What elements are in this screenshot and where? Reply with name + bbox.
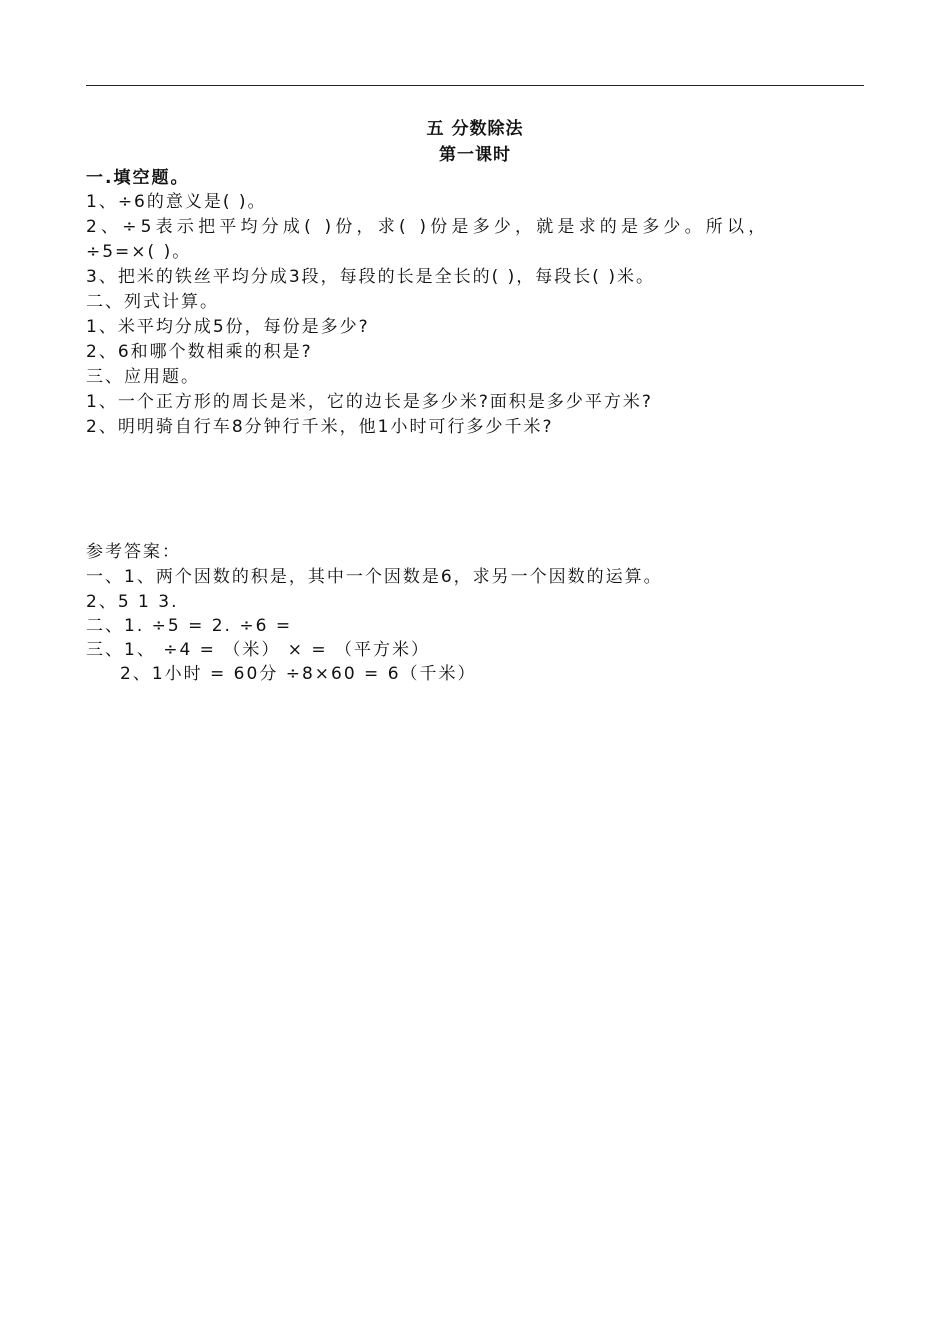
section-heading: 二、列式计算。 bbox=[86, 292, 219, 312]
question-item: 2、÷5表示把平均分成( )份，求( )份是多少，就是求的是多少。所以， bbox=[86, 217, 770, 237]
question-item: 1、一个正方形的周长是米，它的边长是多少米?面积是多少平方米? bbox=[86, 392, 653, 412]
question-item: 2、明明骑自行车8分钟行千米，他1小时可行多少千米? bbox=[86, 417, 554, 437]
question-item: 3、把米的铁丝平均分成3段，每段的长是全长的( )，每段长( )米。 bbox=[86, 267, 655, 287]
section-heading: 三、应用题。 bbox=[86, 367, 200, 387]
question-item: 2、6和哪个数相乘的积是? bbox=[86, 342, 313, 362]
header-rule bbox=[86, 85, 864, 86]
question-item-continuation: ÷5=×( )。 bbox=[86, 242, 192, 262]
answers-title: 参考答案： bbox=[86, 542, 181, 562]
page-subtitle: 第一课时 bbox=[439, 145, 511, 165]
answer-item: 一、1、两个因数的积是，其中一个因数是6，求另一个因数的运算。 bbox=[86, 567, 663, 587]
answer-item: 三、1、 ÷4 = （米） × = （平方米） bbox=[86, 640, 431, 660]
question-item: 1、÷6的意义是( )。 bbox=[86, 192, 267, 212]
page-title: 五 分数除法 bbox=[426, 119, 524, 139]
section-heading: 一.填空题。 bbox=[86, 168, 190, 188]
answer-item: 二、1. ÷5 = 2. ÷6 = bbox=[86, 616, 293, 636]
answer-item: 2、5 1 3. bbox=[86, 592, 179, 612]
question-item: 1、米平均分成5份，每份是多少? bbox=[86, 317, 370, 337]
answer-item: 2、1小时 = 60分 ÷8×60 = 6（千米） bbox=[120, 664, 477, 684]
